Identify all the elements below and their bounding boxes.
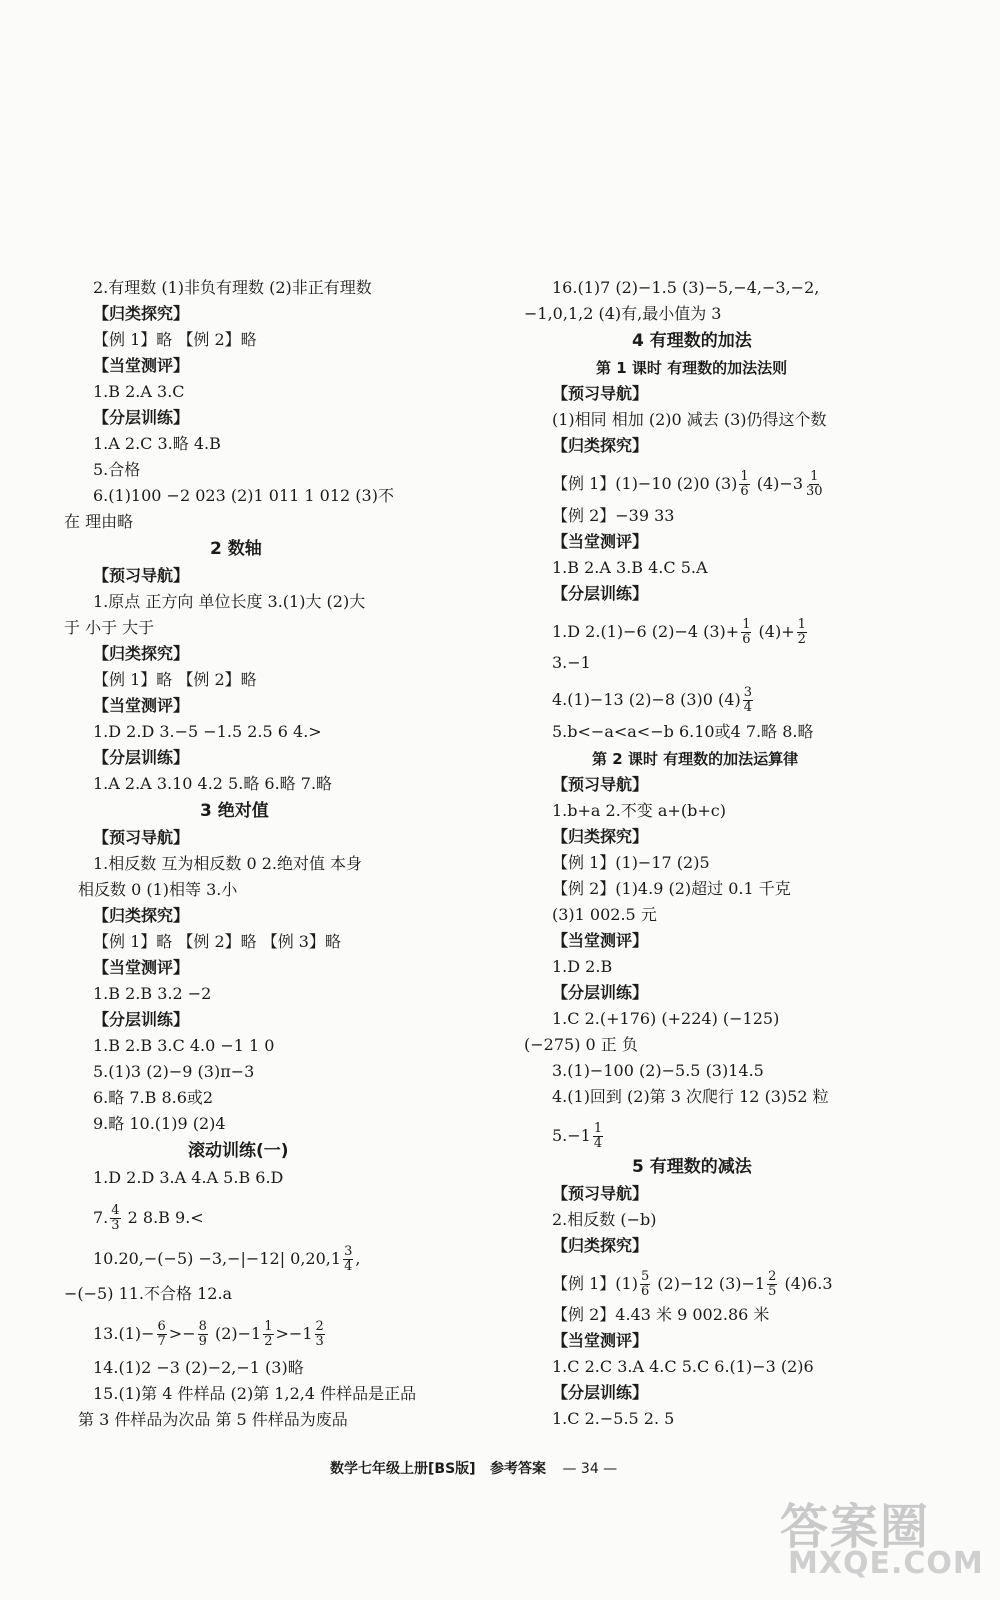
fraction xyxy=(343,1245,353,1274)
answer-line: 1.D 2.B xyxy=(552,957,613,976)
answer-text: 4.(1)−13 (2)−8 (3)0 (4) xyxy=(552,690,741,709)
answer-line: −(−5) 11.不合格 12.a xyxy=(64,1284,233,1303)
section-tag: 【当堂测评】 xyxy=(552,532,649,551)
section-tag: 【预习导航】 xyxy=(93,566,190,585)
lesson-title: 第 1 课时 有理数的加法法则 xyxy=(596,359,788,377)
answer-line xyxy=(552,1270,833,1299)
fraction xyxy=(593,1122,603,1151)
numerator: 6 xyxy=(157,1319,166,1334)
numerator: 1 xyxy=(740,469,749,484)
fraction xyxy=(743,686,753,715)
numerator: 2 xyxy=(768,1269,777,1284)
section-tag: 【分层训练】 xyxy=(93,748,190,767)
denominator: 3 xyxy=(315,1334,324,1349)
numerator: 4 xyxy=(111,1203,120,1218)
answer-line: 6.略 7.B 8.6或2 xyxy=(93,1088,214,1107)
answer-line xyxy=(552,686,755,715)
section-tag: 【归类探究】 xyxy=(552,827,649,846)
answer-line: 1.A 2.A 3.10 4.2 5.略 6.略 7.略 xyxy=(93,774,333,793)
answer-text: 10.20,−(−5) −3,−|−12| 0,20,1 xyxy=(93,1249,342,1268)
fraction xyxy=(315,1320,325,1349)
answer-line: 16.(1)7 (2)−1.5 (3)−5,−4,−3,−2, xyxy=(552,278,820,297)
fraction xyxy=(741,618,751,647)
answer-line: 1.原点 正方向 单位长度 3.(1)大 (2)大 xyxy=(93,592,366,611)
answer-line xyxy=(552,470,826,499)
answer-line: 1.D 2.D 3.A 4.A 5.B 6.D xyxy=(93,1168,284,1187)
fraction xyxy=(640,1270,650,1299)
denominator: 4 xyxy=(743,700,752,715)
watermark-url: MXQE.COM xyxy=(788,1546,984,1581)
numerator: 1 xyxy=(593,1121,603,1136)
answer-text: (4)6.3 xyxy=(779,1274,833,1293)
numerator: 1 xyxy=(742,617,751,632)
answer-text: (2)−1 xyxy=(209,1324,262,1343)
page-footer xyxy=(330,1458,617,1478)
answer-line xyxy=(552,618,809,647)
section-tag: 【预习导航】 xyxy=(552,1184,649,1203)
denominator: 3 xyxy=(111,1218,120,1233)
section-tag: 【分层训练】 xyxy=(93,1010,190,1029)
answer-line: 1.B 2.B 3.2 −2 xyxy=(93,984,212,1003)
answer-text: (4)+ xyxy=(753,622,795,641)
book-title: 数学七年级上册[BS版] xyxy=(330,1461,476,1477)
numerator: 1 xyxy=(797,617,806,632)
numerator: 8 xyxy=(198,1319,207,1334)
answer-line: 1.B 2.B 3.C 4.0 −1 1 0 xyxy=(93,1036,275,1055)
fraction xyxy=(110,1204,120,1233)
fraction xyxy=(198,1320,208,1349)
section-tag: 【归类探究】 xyxy=(93,644,190,663)
denominator: 30 xyxy=(806,484,823,499)
answer-line: 9.略 10.(1)9 (2)4 xyxy=(93,1114,226,1133)
section-title: 2 数轴 xyxy=(210,539,262,559)
section-title: 3 绝对值 xyxy=(200,801,269,821)
answer-line: 【例 2】4.43 米 9 002.86 米 xyxy=(552,1305,770,1324)
answer-text: 5.−1 xyxy=(552,1126,591,1145)
section-tag: 【归类探究】 xyxy=(93,906,190,925)
answer-text: (4)−3 xyxy=(751,474,804,493)
answer-line: 2.相反数 (−b) xyxy=(552,1210,657,1229)
page-number: — 34 — xyxy=(562,1461,618,1477)
denominator: 9 xyxy=(198,1334,207,1349)
answer-line: −1,0,1,2 (4)有,最小值为 3 xyxy=(524,304,722,323)
section-tag: 【分层训练】 xyxy=(93,408,190,427)
numerator: 5 xyxy=(640,1269,650,1284)
denominator: 6 xyxy=(740,484,749,499)
numerator: 3 xyxy=(743,685,752,700)
answer-text: >− xyxy=(168,1324,196,1343)
answer-line: 于 小于 大于 xyxy=(64,618,155,637)
numerator: 2 xyxy=(315,1319,324,1334)
denominator: 2 xyxy=(264,1334,273,1349)
answer-line: 15.(1)第 4 件样品 (2)第 1,2,4 件样品是正品 xyxy=(93,1384,417,1403)
answer-line xyxy=(93,1320,327,1349)
answer-line: 5.b<−a<a<−b 6.10或4 7.略 8.略 xyxy=(552,722,814,741)
answer-line: 1.A 2.C 3.略 4.B xyxy=(93,434,221,453)
fraction xyxy=(157,1320,167,1349)
denominator: 4 xyxy=(344,1259,353,1274)
answer-line xyxy=(552,1122,605,1151)
answer-line: 3.(1)−100 (2)−5.5 (3)14.5 xyxy=(552,1061,764,1080)
denominator: 4 xyxy=(593,1136,603,1151)
section-title: 滚动训练(一) xyxy=(188,1141,289,1161)
answer-line: (1)相同 相加 (2)0 减去 (3)仍得这个数 xyxy=(552,410,827,429)
section-title: 5 有理数的减法 xyxy=(632,1157,752,1177)
answer-text: 2 8.B 9.< xyxy=(122,1208,204,1227)
footer-section: 参考答案 xyxy=(490,1461,547,1477)
answer-line: 1.相反数 互为相反数 0 2.绝对值 本身 xyxy=(93,854,363,873)
fraction xyxy=(805,470,824,499)
answer-line: 5.合格 xyxy=(93,460,141,479)
answer-text: , xyxy=(355,1249,361,1268)
answer-line xyxy=(93,1245,360,1274)
answer-line: 4.(1)回到 (2)第 3 次爬行 12 (3)52 粒 xyxy=(552,1087,829,1106)
section-tag: 【当堂测评】 xyxy=(93,356,190,375)
section-tag: 【预习导航】 xyxy=(93,828,190,847)
answer-text: 【例 1】(1) xyxy=(552,1274,638,1293)
denominator: 5 xyxy=(768,1284,777,1299)
answer-line: 1.C 2.C 3.A 4.C 5.C 6.(1)−3 (2)6 xyxy=(552,1357,814,1376)
section-tag: 【当堂测评】 xyxy=(552,931,649,950)
watermark-logo xyxy=(780,1488,990,1588)
answer-line: 第 3 件样品为次品 第 5 件样品为废品 xyxy=(78,1410,348,1429)
answer-line: 【例 2】(1)4.9 (2)超过 0.1 千克 xyxy=(552,879,791,898)
denominator: 6 xyxy=(640,1284,650,1299)
fraction xyxy=(739,470,749,499)
answer-line: 3.−1 xyxy=(552,653,591,672)
answer-line: 【例 1】略 【例 2】略 【例 3】略 xyxy=(93,932,341,951)
answer-line: 14.(1)2 −3 (2)−2,−1 (3)略 xyxy=(93,1358,304,1377)
answer-line: 【例 1】略 【例 2】略 xyxy=(93,330,257,349)
section-tag: 【分层训练】 xyxy=(552,983,649,1002)
section-tag: 【预习导航】 xyxy=(552,384,649,403)
answer-line: (−275) 0 正 负 xyxy=(524,1035,638,1054)
answer-line: 1.B 2.A 3.C xyxy=(93,382,185,401)
section-tag: 【归类探究】 xyxy=(93,304,190,323)
numerator: 3 xyxy=(344,1244,353,1259)
fraction xyxy=(767,1270,777,1299)
section-tag: 【分层训练】 xyxy=(552,1383,649,1402)
fraction xyxy=(263,1320,273,1349)
answer-line: 6.(1)100 −2 023 (2)1 011 1 012 (3)不 xyxy=(93,486,394,505)
lesson-title: 第 2 课时 有理数的加法运算律 xyxy=(592,750,799,768)
answer-text: 1.D 2.(1)−6 (2)−4 (3)+ xyxy=(552,622,740,641)
fraction xyxy=(797,618,807,647)
answer-line: (3)1 002.5 元 xyxy=(552,905,657,924)
denominator: 7 xyxy=(157,1334,166,1349)
answer-line: 【例 2】−39 33 xyxy=(552,506,675,525)
answer-line: 1.B 2.A 3.B 4.C 5.A xyxy=(552,558,708,577)
answer-text: 【例 1】(1)−10 (2)0 (3) xyxy=(552,474,738,493)
watermark-text: 答案圈 xyxy=(780,1499,931,1555)
answer-line: 在 理由略 xyxy=(64,512,134,531)
answer-line xyxy=(93,1204,204,1233)
answer-line: 2.有理数 (1)非负有理数 (2)非正有理数 xyxy=(93,278,372,297)
answer-text: (2)−12 (3)−1 xyxy=(652,1274,766,1293)
section-tag: 【分层训练】 xyxy=(552,584,649,603)
denominator: 2 xyxy=(797,632,806,647)
answer-line: 相反数 0 (1)相等 3.小 xyxy=(78,880,238,899)
answer-text: >−1 xyxy=(275,1324,313,1343)
answer-line: 1.C 2.−5.5 2. 5 xyxy=(552,1409,675,1428)
answer-line: 5.(1)3 (2)−9 (3)π−3 xyxy=(93,1062,255,1081)
answer-line: 1.b+a 2.不变 a+(b+c) xyxy=(552,801,726,820)
answer-text: 13.(1)− xyxy=(93,1324,155,1343)
answer-line: 【例 1】略 【例 2】略 xyxy=(93,670,257,689)
section-tag: 【当堂测评】 xyxy=(93,958,190,977)
section-tag: 【预习导航】 xyxy=(552,775,649,794)
denominator: 6 xyxy=(742,632,751,647)
answer-line: 1.C 2.(+176) (+224) (−125) xyxy=(552,1009,780,1028)
section-tag: 【归类探究】 xyxy=(552,1236,649,1255)
section-tag: 【当堂测评】 xyxy=(93,696,190,715)
numerator: 1 xyxy=(264,1319,273,1334)
section-tag: 【当堂测评】 xyxy=(552,1331,649,1350)
section-title: 4 有理数的加法 xyxy=(632,331,752,351)
answer-line: 1.D 2.D 3.−5 −1.5 2.5 6 4.> xyxy=(93,722,322,741)
section-tag: 【归类探究】 xyxy=(552,436,649,455)
numerator: 1 xyxy=(810,469,819,484)
answer-line: 【例 1】(1)−17 (2)5 xyxy=(552,853,710,872)
answer-text: 7. xyxy=(93,1208,109,1227)
